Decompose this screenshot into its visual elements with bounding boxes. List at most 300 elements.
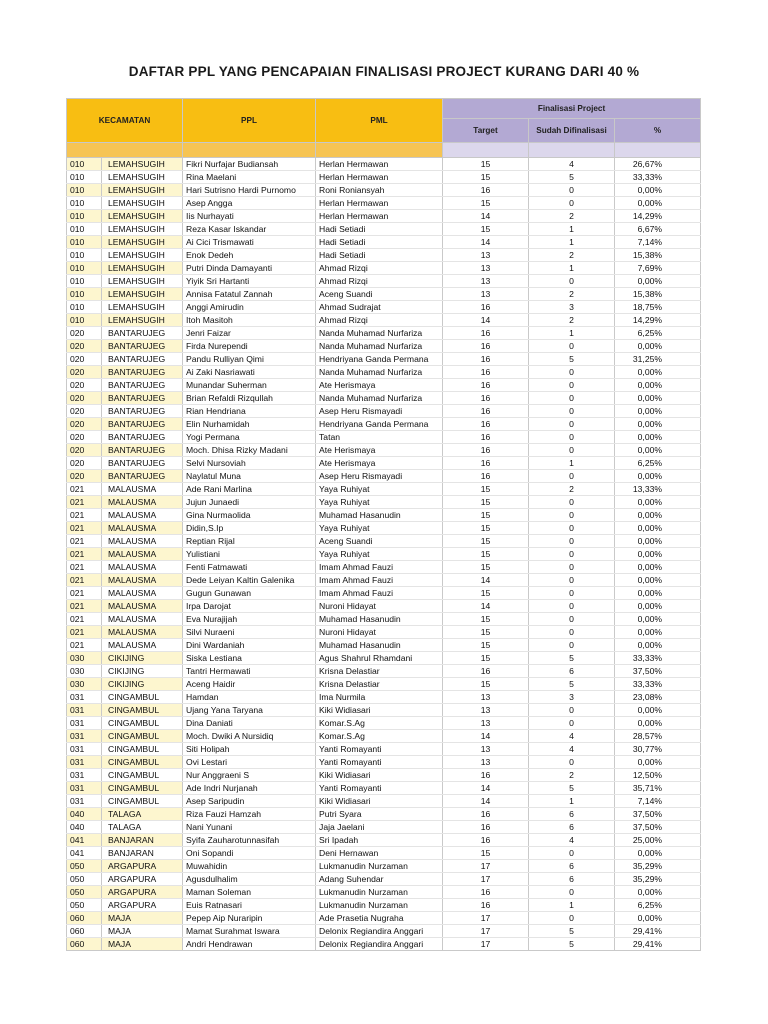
kecamatan-cell: BANTARUJEG bbox=[102, 340, 183, 353]
target-cell: 16 bbox=[443, 184, 529, 197]
kode-kecamatan-cell: 010 bbox=[67, 197, 102, 210]
kode-kecamatan-cell: 041 bbox=[67, 834, 102, 847]
target-cell: 13 bbox=[443, 262, 529, 275]
table-row bbox=[67, 314, 701, 327]
pml-cell: Imam Ahmad Fauzi bbox=[316, 574, 443, 587]
sudah-difinalisasi-cell: 0 bbox=[529, 574, 615, 587]
target-cell: 14 bbox=[443, 314, 529, 327]
target-cell: 17 bbox=[443, 873, 529, 886]
table-row bbox=[67, 444, 701, 457]
percent-cell: 15,38% bbox=[615, 249, 701, 262]
kecamatan-cell: MALAUSMA bbox=[102, 561, 183, 574]
kode-kecamatan-cell: 030 bbox=[67, 678, 102, 691]
sudah-difinalisasi-cell: 0 bbox=[529, 639, 615, 652]
pml-cell: Imam Ahmad Fauzi bbox=[316, 587, 443, 600]
percent-cell: 33,33% bbox=[615, 678, 701, 691]
pml-cell: Deni Hernawan bbox=[316, 847, 443, 860]
percent-cell: 15,38% bbox=[615, 288, 701, 301]
table-row bbox=[67, 249, 701, 262]
target-cell: 16 bbox=[443, 834, 529, 847]
target-cell: 13 bbox=[443, 704, 529, 717]
table-row bbox=[67, 236, 701, 249]
percent-cell: 0,00% bbox=[615, 626, 701, 639]
kecamatan-cell: MALAUSMA bbox=[102, 587, 183, 600]
table-row bbox=[67, 938, 701, 951]
ppl-cell: Andri Hendrawan bbox=[183, 938, 316, 951]
kode-kecamatan-cell: 010 bbox=[67, 158, 102, 171]
pml-cell: Kiki Widiasari bbox=[316, 769, 443, 782]
kode-kecamatan-cell: 021 bbox=[67, 483, 102, 496]
sudah-difinalisasi-cell: 2 bbox=[529, 314, 615, 327]
ppl-cell: Mamat Surahmat Iswara bbox=[183, 925, 316, 938]
percent-cell: 25,00% bbox=[615, 834, 701, 847]
pml-cell: Yanti Romayanti bbox=[316, 743, 443, 756]
kecamatan-cell: ARGAPURA bbox=[102, 886, 183, 899]
header-spacer-cell bbox=[67, 143, 183, 158]
table-row bbox=[67, 548, 701, 561]
kode-kecamatan-cell: 060 bbox=[67, 925, 102, 938]
sudah-difinalisasi-cell: 3 bbox=[529, 691, 615, 704]
table-body bbox=[67, 158, 701, 951]
kode-kecamatan-cell: 020 bbox=[67, 392, 102, 405]
pml-cell: Kiki Widiasari bbox=[316, 795, 443, 808]
target-cell: 15 bbox=[443, 561, 529, 574]
percent-cell: 7,14% bbox=[615, 795, 701, 808]
table-row bbox=[67, 496, 701, 509]
kecamatan-cell: CINGAMBUL bbox=[102, 704, 183, 717]
percent-cell: 0,00% bbox=[615, 561, 701, 574]
pml-cell: Asep Heru Rismayadi bbox=[316, 405, 443, 418]
table-row bbox=[67, 873, 701, 886]
kecamatan-cell: MALAUSMA bbox=[102, 626, 183, 639]
sudah-difinalisasi-cell: 0 bbox=[529, 912, 615, 925]
ppl-cell: Asep Saripudin bbox=[183, 795, 316, 808]
kecamatan-cell: BANTARUJEG bbox=[102, 392, 183, 405]
sudah-difinalisasi-cell: 0 bbox=[529, 756, 615, 769]
kecamatan-cell: BANTARUJEG bbox=[102, 444, 183, 457]
pml-cell: Hadi Setiadi bbox=[316, 236, 443, 249]
pml-cell: Lukmanudin Nurzaman bbox=[316, 899, 443, 912]
percent-cell: 0,00% bbox=[615, 496, 701, 509]
table-row bbox=[67, 522, 701, 535]
kecamatan-cell: MAJA bbox=[102, 912, 183, 925]
percent-cell: 0,00% bbox=[615, 548, 701, 561]
table-row bbox=[67, 171, 701, 184]
ppl-cell: Rina Maelani bbox=[183, 171, 316, 184]
kecamatan-cell: LEMAHSUGIH bbox=[102, 249, 183, 262]
header-ppl: PPL bbox=[183, 99, 316, 143]
table-row bbox=[67, 275, 701, 288]
table-row bbox=[67, 600, 701, 613]
table-row bbox=[67, 665, 701, 678]
sudah-difinalisasi-cell: 0 bbox=[529, 496, 615, 509]
kecamatan-cell: BANJARAN bbox=[102, 834, 183, 847]
pml-cell: Nanda Muhamad Nurfariza bbox=[316, 327, 443, 340]
percent-cell: 0,00% bbox=[615, 847, 701, 860]
sudah-difinalisasi-cell: 0 bbox=[529, 535, 615, 548]
table-row bbox=[67, 808, 701, 821]
target-cell: 15 bbox=[443, 158, 529, 171]
target-cell: 15 bbox=[443, 613, 529, 626]
table-row bbox=[67, 405, 701, 418]
table-row bbox=[67, 652, 701, 665]
kode-kecamatan-cell: 030 bbox=[67, 665, 102, 678]
percent-cell: 18,75% bbox=[615, 301, 701, 314]
ppl-cell: Jenri Faizar bbox=[183, 327, 316, 340]
table-row bbox=[67, 925, 701, 938]
percent-cell: 33,33% bbox=[615, 171, 701, 184]
percent-cell: 0,00% bbox=[615, 613, 701, 626]
header-sudah-difinalisasi: Sudah Difinalisasi bbox=[529, 119, 615, 143]
pml-cell: Herlan Hermawan bbox=[316, 197, 443, 210]
ppl-cell: Yogi Permana bbox=[183, 431, 316, 444]
kode-kecamatan-cell: 040 bbox=[67, 808, 102, 821]
ppl-cell: Reza Kasar Iskandar bbox=[183, 223, 316, 236]
target-cell: 16 bbox=[443, 808, 529, 821]
sudah-difinalisasi-cell: 5 bbox=[529, 652, 615, 665]
ppl-cell: Riza Fauzi Hamzah bbox=[183, 808, 316, 821]
percent-cell: 0,00% bbox=[615, 444, 701, 457]
ppl-cell: Brian Refaldi Rizqullah bbox=[183, 392, 316, 405]
sudah-difinalisasi-cell: 0 bbox=[529, 340, 615, 353]
kode-kecamatan-cell: 010 bbox=[67, 275, 102, 288]
percent-cell: 0,00% bbox=[615, 405, 701, 418]
pml-cell: Nuroni Hidayat bbox=[316, 626, 443, 639]
ppl-cell: Ovi Lestari bbox=[183, 756, 316, 769]
ppl-cell: Selvi Nursoviah bbox=[183, 457, 316, 470]
pml-cell: Yaya Ruhiyat bbox=[316, 496, 443, 509]
ppl-cell: Fenti Fatmawati bbox=[183, 561, 316, 574]
kecamatan-cell: MALAUSMA bbox=[102, 509, 183, 522]
pml-cell: Muhamad Hasanudin bbox=[316, 509, 443, 522]
target-cell: 16 bbox=[443, 392, 529, 405]
percent-cell: 33,33% bbox=[615, 652, 701, 665]
kecamatan-cell: LEMAHSUGIH bbox=[102, 197, 183, 210]
percent-cell: 0,00% bbox=[615, 704, 701, 717]
pml-cell: Herlan Hermawan bbox=[316, 171, 443, 184]
target-cell: 16 bbox=[443, 340, 529, 353]
kecamatan-cell: LEMAHSUGIH bbox=[102, 262, 183, 275]
ppl-cell: Pandu Rulliyan Qimi bbox=[183, 353, 316, 366]
pml-cell: Ima Nurmila bbox=[316, 691, 443, 704]
kode-kecamatan-cell: 020 bbox=[67, 457, 102, 470]
ppl-cell: Siti Holipah bbox=[183, 743, 316, 756]
ppl-cell: Yiyik Sri Hartanti bbox=[183, 275, 316, 288]
kode-kecamatan-cell: 010 bbox=[67, 210, 102, 223]
kecamatan-cell: MALAUSMA bbox=[102, 639, 183, 652]
sudah-difinalisasi-cell: 6 bbox=[529, 860, 615, 873]
pml-cell: Yanti Romayanti bbox=[316, 782, 443, 795]
table-row bbox=[67, 509, 701, 522]
sudah-difinalisasi-cell: 0 bbox=[529, 600, 615, 613]
kode-kecamatan-cell: 031 bbox=[67, 717, 102, 730]
ppl-cell: Aceng Haidir bbox=[183, 678, 316, 691]
percent-cell: 0,00% bbox=[615, 470, 701, 483]
percent-cell: 13,33% bbox=[615, 483, 701, 496]
ppl-cell: Naylatul Muna bbox=[183, 470, 316, 483]
pml-cell: Komar.S.Ag bbox=[316, 717, 443, 730]
sudah-difinalisasi-cell: 0 bbox=[529, 704, 615, 717]
kecamatan-cell: LEMAHSUGIH bbox=[102, 314, 183, 327]
target-cell: 16 bbox=[443, 405, 529, 418]
target-cell: 14 bbox=[443, 795, 529, 808]
kecamatan-cell: BANTARUJEG bbox=[102, 457, 183, 470]
pml-cell: Ate Herismaya bbox=[316, 457, 443, 470]
pml-cell: Kiki Widiasari bbox=[316, 704, 443, 717]
pml-cell: Sri Ipadah bbox=[316, 834, 443, 847]
ppl-cell: Oni Sopandi bbox=[183, 847, 316, 860]
percent-cell: 14,29% bbox=[615, 314, 701, 327]
kode-kecamatan-cell: 020 bbox=[67, 405, 102, 418]
ppl-cell: Hamdan bbox=[183, 691, 316, 704]
ppl-cell: Dini Wardaniah bbox=[183, 639, 316, 652]
percent-cell: 0,00% bbox=[615, 275, 701, 288]
ppl-cell: Didin,S.Ip bbox=[183, 522, 316, 535]
ppl-cell: Irpa Darojat bbox=[183, 600, 316, 613]
kode-kecamatan-cell: 021 bbox=[67, 587, 102, 600]
sudah-difinalisasi-cell: 3 bbox=[529, 301, 615, 314]
kode-kecamatan-cell: 021 bbox=[67, 548, 102, 561]
table-row bbox=[67, 847, 701, 860]
kode-kecamatan-cell: 010 bbox=[67, 314, 102, 327]
target-cell: 14 bbox=[443, 574, 529, 587]
sudah-difinalisasi-cell: 0 bbox=[529, 470, 615, 483]
table-row bbox=[67, 535, 701, 548]
table-row bbox=[67, 158, 701, 171]
ppl-cell: Muwahidin bbox=[183, 860, 316, 873]
kecamatan-cell: CINGAMBUL bbox=[102, 730, 183, 743]
kode-kecamatan-cell: 020 bbox=[67, 431, 102, 444]
header-finalisasi-project: Finalisasi Project bbox=[443, 99, 701, 119]
ppl-cell: Eva Nurajijah bbox=[183, 613, 316, 626]
sudah-difinalisasi-cell: 1 bbox=[529, 327, 615, 340]
table-row bbox=[67, 353, 701, 366]
percent-cell: 0,00% bbox=[615, 509, 701, 522]
pml-cell: Adang Suhendar bbox=[316, 873, 443, 886]
kecamatan-cell: TALAGA bbox=[102, 808, 183, 821]
pml-cell: Ahmad Sudrajat bbox=[316, 301, 443, 314]
pml-cell: Ate Herismaya bbox=[316, 379, 443, 392]
table-row bbox=[67, 470, 701, 483]
ppl-cell: Firda Nurependi bbox=[183, 340, 316, 353]
target-cell: 16 bbox=[443, 457, 529, 470]
kecamatan-cell: CIKIJING bbox=[102, 665, 183, 678]
sudah-difinalisasi-cell: 0 bbox=[529, 184, 615, 197]
percent-cell: 12,50% bbox=[615, 769, 701, 782]
kode-kecamatan-cell: 050 bbox=[67, 886, 102, 899]
sudah-difinalisasi-cell: 0 bbox=[529, 717, 615, 730]
target-cell: 17 bbox=[443, 912, 529, 925]
table-row bbox=[67, 262, 701, 275]
pml-cell: Jaja Jaelani bbox=[316, 821, 443, 834]
pml-cell: Krisna Delastiar bbox=[316, 678, 443, 691]
pml-cell: Yaya Ruhiyat bbox=[316, 522, 443, 535]
pml-cell: Asep Heru Rismayadi bbox=[316, 470, 443, 483]
table-row bbox=[67, 327, 701, 340]
percent-cell: 0,00% bbox=[615, 756, 701, 769]
sudah-difinalisasi-cell: 5 bbox=[529, 353, 615, 366]
table-row bbox=[67, 431, 701, 444]
page-title: DAFTAR PPL YANG PENCAPAIAN FINALISASI PROJECT KURANG DARI 40 % bbox=[128, 64, 640, 79]
kode-kecamatan-cell: 050 bbox=[67, 899, 102, 912]
table-row bbox=[67, 730, 701, 743]
kecamatan-cell: MALAUSMA bbox=[102, 535, 183, 548]
kecamatan-cell: BANTARUJEG bbox=[102, 431, 183, 444]
kecamatan-cell: MALAUSMA bbox=[102, 496, 183, 509]
ppl-cell: Tantri Hermawati bbox=[183, 665, 316, 678]
kecamatan-cell: ARGAPURA bbox=[102, 899, 183, 912]
pml-cell: Herlan Hermawan bbox=[316, 210, 443, 223]
kode-kecamatan-cell: 021 bbox=[67, 522, 102, 535]
kode-kecamatan-cell: 020 bbox=[67, 340, 102, 353]
pml-cell: Tatan bbox=[316, 431, 443, 444]
table-row bbox=[67, 743, 701, 756]
pml-cell: Nanda Muhamad Nurfariza bbox=[316, 340, 443, 353]
sudah-difinalisasi-cell: 0 bbox=[529, 418, 615, 431]
pml-cell: Ade Prasetia Nugraha bbox=[316, 912, 443, 925]
table-row bbox=[67, 184, 701, 197]
table-row bbox=[67, 418, 701, 431]
header-spacer-cell bbox=[443, 143, 529, 158]
target-cell: 15 bbox=[443, 509, 529, 522]
target-cell: 15 bbox=[443, 678, 529, 691]
sudah-difinalisasi-cell: 0 bbox=[529, 548, 615, 561]
percent-cell: 0,00% bbox=[615, 587, 701, 600]
kode-kecamatan-cell: 031 bbox=[67, 743, 102, 756]
kode-kecamatan-cell: 010 bbox=[67, 288, 102, 301]
header-percent: % bbox=[615, 119, 701, 143]
kode-kecamatan-cell: 010 bbox=[67, 236, 102, 249]
pml-cell: Nanda Muhamad Nurfariza bbox=[316, 392, 443, 405]
pml-cell: Ahmad Rizqi bbox=[316, 262, 443, 275]
ppl-cell: Rian Hendriana bbox=[183, 405, 316, 418]
sudah-difinalisasi-cell: 2 bbox=[529, 249, 615, 262]
kecamatan-cell: MALAUSMA bbox=[102, 613, 183, 626]
target-cell: 14 bbox=[443, 210, 529, 223]
table-row bbox=[67, 392, 701, 405]
table-row bbox=[67, 483, 701, 496]
pml-cell: Ahmad Rizqi bbox=[316, 275, 443, 288]
percent-cell: 0,00% bbox=[615, 717, 701, 730]
header-spacer-cell bbox=[615, 143, 701, 158]
kecamatan-cell: BANTARUJEG bbox=[102, 327, 183, 340]
kode-kecamatan-cell: 021 bbox=[67, 574, 102, 587]
target-cell: 14 bbox=[443, 782, 529, 795]
percent-cell: 0,00% bbox=[615, 379, 701, 392]
ppl-cell: Asep Angga bbox=[183, 197, 316, 210]
sudah-difinalisasi-cell: 0 bbox=[529, 626, 615, 639]
sudah-difinalisasi-cell: 0 bbox=[529, 561, 615, 574]
target-cell: 16 bbox=[443, 444, 529, 457]
kode-kecamatan-cell: 021 bbox=[67, 626, 102, 639]
percent-cell: 0,00% bbox=[615, 392, 701, 405]
table-row bbox=[67, 834, 701, 847]
target-cell: 16 bbox=[443, 821, 529, 834]
pml-cell: Muhamad Hasanudin bbox=[316, 639, 443, 652]
table-row bbox=[67, 821, 701, 834]
ppl-cell: Putri Dinda Damayanti bbox=[183, 262, 316, 275]
target-cell: 16 bbox=[443, 470, 529, 483]
target-cell: 15 bbox=[443, 223, 529, 236]
kode-kecamatan-cell: 010 bbox=[67, 249, 102, 262]
kode-kecamatan-cell: 040 bbox=[67, 821, 102, 834]
kode-kecamatan-cell: 031 bbox=[67, 756, 102, 769]
ppl-cell: Ai Zaki Nasriawati bbox=[183, 366, 316, 379]
ppl-cell: Iis Nurhayati bbox=[183, 210, 316, 223]
table-row bbox=[67, 613, 701, 626]
ppl-cell: Ade Rani Marlina bbox=[183, 483, 316, 496]
pml-cell: Roni Roniansyah bbox=[316, 184, 443, 197]
pml-cell: Yanti Romayanti bbox=[316, 756, 443, 769]
target-cell: 15 bbox=[443, 626, 529, 639]
table-row bbox=[67, 457, 701, 470]
kode-kecamatan-cell: 021 bbox=[67, 639, 102, 652]
table-row bbox=[67, 340, 701, 353]
percent-cell: 0,00% bbox=[615, 522, 701, 535]
sudah-difinalisasi-cell: 0 bbox=[529, 587, 615, 600]
percent-cell: 0,00% bbox=[615, 418, 701, 431]
ppl-cell: Moch. Dhisa Rizky Madani bbox=[183, 444, 316, 457]
sudah-difinalisasi-cell: 0 bbox=[529, 366, 615, 379]
ppl-cell: Ai Cici Trismawati bbox=[183, 236, 316, 249]
kode-kecamatan-cell: 031 bbox=[67, 704, 102, 717]
ppl-cell: Siska Lestiana bbox=[183, 652, 316, 665]
percent-cell: 0,00% bbox=[615, 340, 701, 353]
target-cell: 16 bbox=[443, 366, 529, 379]
sudah-difinalisasi-cell: 2 bbox=[529, 483, 615, 496]
sudah-difinalisasi-cell: 6 bbox=[529, 821, 615, 834]
kecamatan-cell: CIKIJING bbox=[102, 678, 183, 691]
target-cell: 16 bbox=[443, 431, 529, 444]
kecamatan-cell: LEMAHSUGIH bbox=[102, 288, 183, 301]
pml-cell: Aceng Suandi bbox=[316, 535, 443, 548]
kecamatan-cell: MAJA bbox=[102, 925, 183, 938]
ppl-cell: Elin Nurhamidah bbox=[183, 418, 316, 431]
kecamatan-cell: LEMAHSUGIH bbox=[102, 210, 183, 223]
kode-kecamatan-cell: 020 bbox=[67, 327, 102, 340]
sudah-difinalisasi-cell: 5 bbox=[529, 678, 615, 691]
percent-cell: 0,00% bbox=[615, 535, 701, 548]
kecamatan-cell: MALAUSMA bbox=[102, 600, 183, 613]
target-cell: 14 bbox=[443, 730, 529, 743]
sudah-difinalisasi-cell: 1 bbox=[529, 795, 615, 808]
kecamatan-cell: LEMAHSUGIH bbox=[102, 184, 183, 197]
percent-cell: 29,41% bbox=[615, 938, 701, 951]
percent-cell: 35,71% bbox=[615, 782, 701, 795]
kecamatan-cell: TALAGA bbox=[102, 821, 183, 834]
percent-cell: 0,00% bbox=[615, 431, 701, 444]
ppl-cell: Nani Yunani bbox=[183, 821, 316, 834]
sudah-difinalisasi-cell: 2 bbox=[529, 288, 615, 301]
header-pml: PML bbox=[316, 99, 443, 143]
kode-kecamatan-cell: 020 bbox=[67, 379, 102, 392]
percent-cell: 6,25% bbox=[615, 457, 701, 470]
target-cell: 15 bbox=[443, 483, 529, 496]
sudah-difinalisasi-cell: 4 bbox=[529, 158, 615, 171]
sudah-difinalisasi-cell: 1 bbox=[529, 457, 615, 470]
ppl-cell: Pepep Aip Nuraripin bbox=[183, 912, 316, 925]
kode-kecamatan-cell: 031 bbox=[67, 730, 102, 743]
kecamatan-cell: LEMAHSUGIH bbox=[102, 236, 183, 249]
kecamatan-cell: MALAUSMA bbox=[102, 548, 183, 561]
kode-kecamatan-cell: 041 bbox=[67, 847, 102, 860]
kode-kecamatan-cell: 021 bbox=[67, 535, 102, 548]
target-cell: 17 bbox=[443, 938, 529, 951]
kode-kecamatan-cell: 021 bbox=[67, 600, 102, 613]
target-cell: 16 bbox=[443, 886, 529, 899]
pml-cell: Ate Herismaya bbox=[316, 444, 443, 457]
target-cell: 14 bbox=[443, 236, 529, 249]
